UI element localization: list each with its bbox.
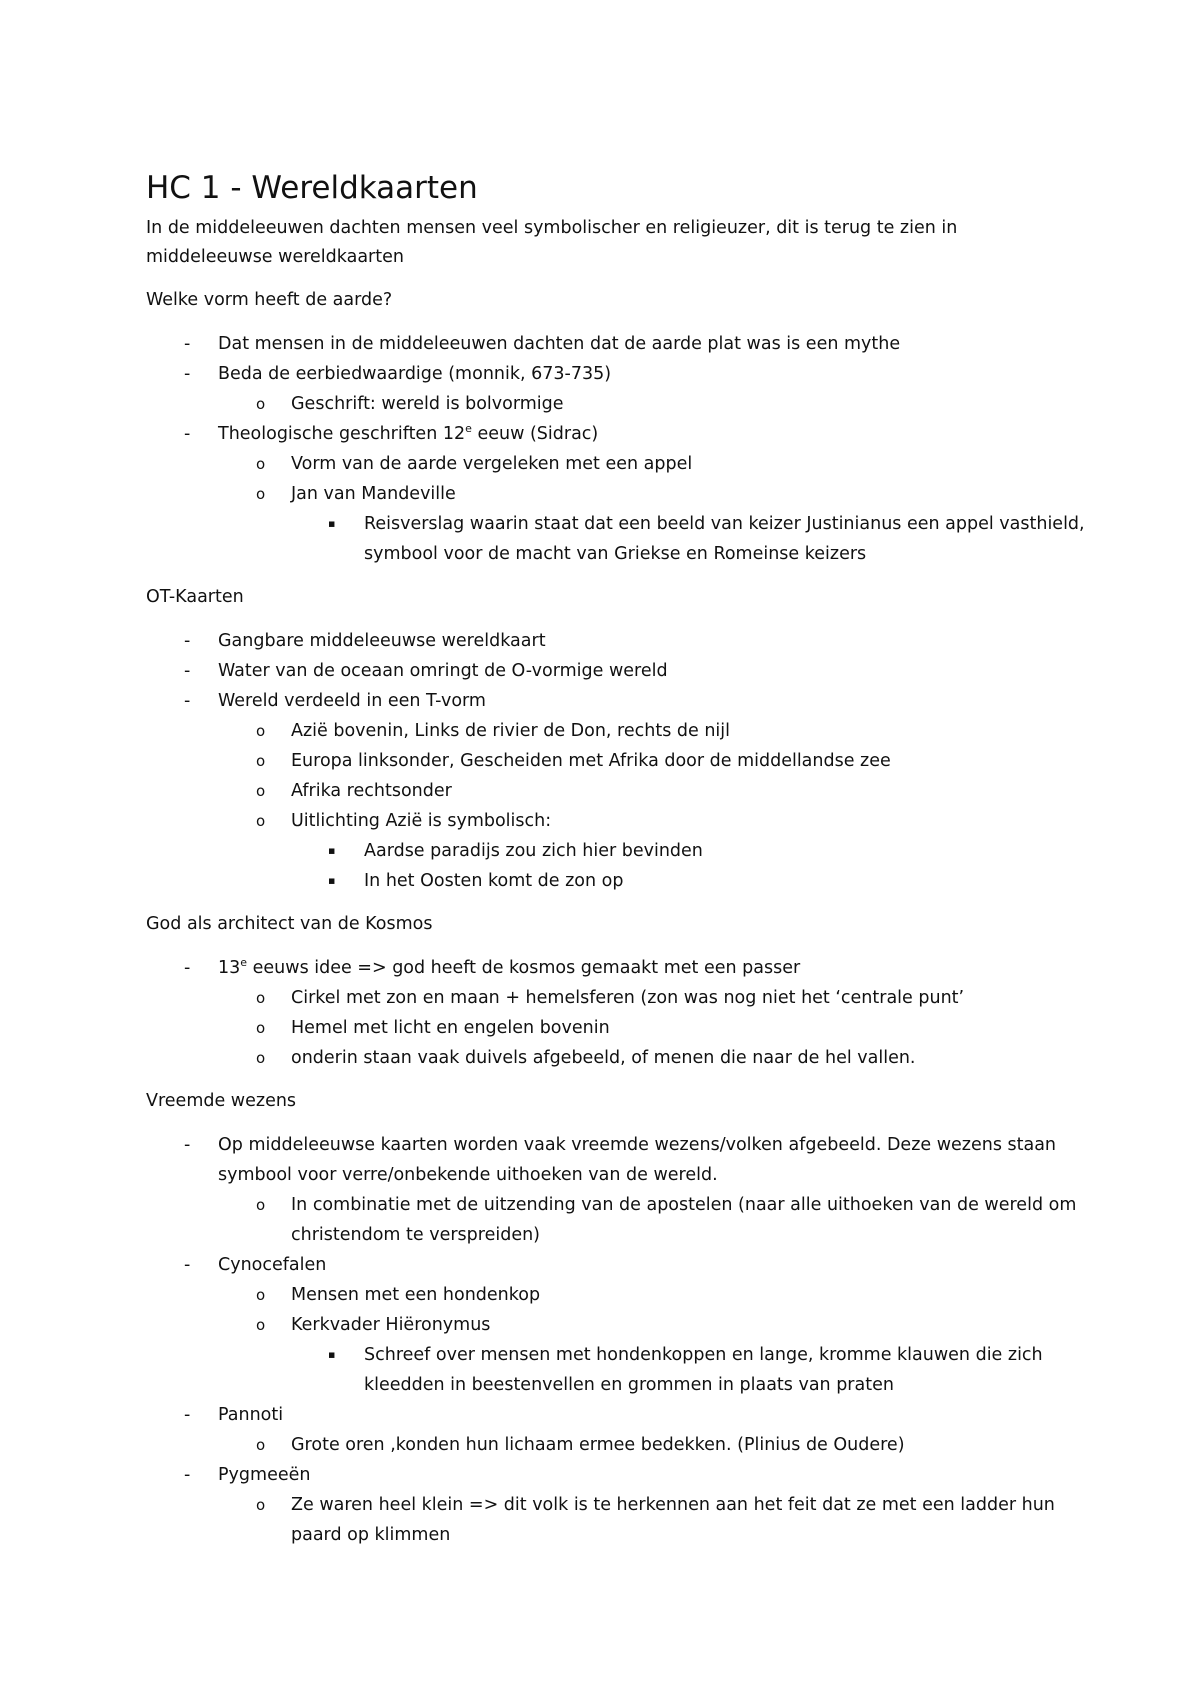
list-item: [146, 1490, 1086, 1550]
list-item: [146, 479, 1086, 509]
bullet-marker: o: [256, 722, 266, 740]
list-item: [146, 1250, 1086, 1280]
bullet-marker: o: [256, 1316, 266, 1334]
list-item-text: Cirkel met zon en maan + hemelsferen (zon was nog niet het ‘centrale punt’: [291, 988, 965, 1008]
bullet-marker: o: [256, 1436, 266, 1454]
bullet-list: [146, 1130, 1086, 1550]
sections-container: [146, 286, 1086, 1550]
bullet-list: [146, 626, 1086, 896]
list-item-text: Jan van Mandeville: [291, 484, 456, 504]
list-item-text: onderin staan vaak duivels afgebeeld, of menen die naar de hel vallen.: [291, 1048, 916, 1068]
list-item-text: Geschrift: wereld is bolvormige: [291, 394, 564, 414]
list-item: [146, 1013, 1086, 1043]
list-item: [146, 419, 1086, 449]
list-item: [146, 1310, 1086, 1340]
bullet-list: [146, 953, 1086, 1073]
document-body: [146, 168, 1086, 1564]
ordinal-superscript: e: [240, 956, 248, 970]
list-item-text: Wereld verdeeld in een T-vorm: [218, 691, 486, 711]
list-item-text: Gangbare middeleeuwse wereldkaart: [218, 631, 546, 651]
list-item: [146, 776, 1086, 806]
list-item: [146, 836, 1086, 866]
list-item-text: In het Oosten komt de zon op: [364, 871, 624, 891]
list-item-text: Azië bovenin, Links de rivier de Don, rechts de nijl: [291, 721, 730, 741]
list-item-text: Op middeleeuwse kaarten worden vaak vreemde wezens/volken afgebeeld. Deze wezens staan symbool voor verre/onbekende uithoeken van de wereld.: [218, 1135, 1057, 1185]
intro-paragraph: In de middeleeuwen dachten mensen veel symbolischer en religieuzer, dit is terug te zien in middeleeuwse wereldkaarten: [146, 218, 958, 267]
list-item-text: Ze waren heel klein => dit volk is te herkennen aan het feit dat ze met een ladder hun paard op klimmen: [291, 1495, 1055, 1545]
list-item-text: Reisverslag waarin staat dat een beeld van keizer Justinianus een appel vasthield, symbool voor de macht van Griekse en Romeinse keizers: [364, 514, 1085, 564]
list-item: [146, 449, 1086, 479]
bullet-marker: -: [184, 1465, 191, 1485]
page-title: HC 1 - Wereldkaarten: [146, 170, 478, 206]
bullet-marker: -: [184, 958, 191, 978]
bullet-marker: o: [256, 1019, 266, 1037]
list-item: [146, 1280, 1086, 1310]
bullet-marker: -: [184, 1135, 191, 1155]
list-item: [146, 1043, 1086, 1073]
bullet-marker: -: [184, 691, 191, 711]
bullet-marker: o: [256, 812, 266, 830]
list-item-text: Kerkvader Hiëronymus: [291, 1315, 491, 1335]
list-item-text: Theologische geschriften 12: [218, 424, 466, 444]
list-item: [146, 746, 1086, 776]
list-item-text: Afrika rechtsonder: [291, 781, 452, 801]
list-item-text: Water van de oceaan omringt de O-vormige wereld: [218, 661, 668, 681]
list-item-text: 13: [218, 958, 241, 978]
list-item: [146, 509, 1086, 569]
ordinal-superscript: e: [465, 422, 472, 436]
list-item-text: Uitlichting Azië is symbolisch:: [291, 811, 552, 831]
list-item: [146, 389, 1086, 419]
list-item-text: Cynocefalen: [218, 1255, 327, 1275]
bullet-marker: o: [256, 1496, 266, 1514]
section-heading: Vreemde wezens: [146, 1091, 297, 1111]
list-item-text: Vorm van de aarde vergeleken met een appel: [291, 454, 693, 474]
list-item-text: In combinatie met de uitzending van de apostelen (naar alle uithoeken van de wereld om christendom te verspreiden): [291, 1195, 1077, 1245]
bullet-marker: -: [184, 334, 191, 354]
section-heading: God als architect van de Kosmos: [146, 914, 433, 934]
list-item: [146, 716, 1086, 746]
list-item: [146, 1460, 1086, 1490]
bullet-marker: -: [184, 364, 191, 384]
list-item-text: Dat mensen in de middeleeuwen dachten dat de aarde plat was is een mythe: [218, 334, 901, 354]
bullet-marker: o: [256, 1196, 266, 1214]
list-item: [146, 953, 1086, 983]
list-item: [146, 686, 1086, 716]
list-item-text: Aardse paradijs zou zich hier bevinden: [364, 841, 703, 861]
bullet-marker: ▪: [328, 517, 336, 530]
bullet-marker: -: [184, 661, 191, 681]
bullet-marker: -: [184, 1405, 191, 1425]
list-item: [146, 1340, 1086, 1400]
list-item: [146, 1190, 1086, 1250]
bullet-marker: o: [256, 455, 266, 473]
bullet-marker: o: [256, 1049, 266, 1067]
list-item: [146, 359, 1086, 389]
list-item-text: Pygmeeën: [218, 1465, 311, 1485]
bullet-marker: o: [256, 752, 266, 770]
bullet-marker: o: [256, 782, 266, 800]
list-item: [146, 329, 1086, 359]
list-item: [146, 656, 1086, 686]
bullet-marker: o: [256, 485, 266, 503]
list-item-text: Pannoti: [218, 1405, 284, 1425]
bullet-marker: ▪: [328, 844, 336, 857]
bullet-marker: -: [184, 631, 191, 651]
bullet-marker: o: [256, 989, 266, 1007]
list-item-text: eeuws idee => god heeft de kosmos gemaakt met een passer: [247, 958, 801, 978]
list-item-text: Beda de eerbiedwaardige (monnik, 673-735): [218, 364, 612, 384]
list-item-text: Grote oren ,konden hun lichaam ermee bedekken. (Plinius de Oudere): [291, 1435, 905, 1455]
list-item: [146, 1430, 1086, 1460]
list-item-text: eeuw (Sidrac): [471, 424, 599, 444]
section-heading: OT-Kaarten: [146, 587, 244, 607]
list-item: [146, 983, 1086, 1013]
bullet-marker: -: [184, 1255, 191, 1275]
bullet-marker: ▪: [328, 874, 336, 887]
list-item-text: Hemel met licht en engelen bovenin: [291, 1018, 610, 1038]
bullet-marker: o: [256, 1286, 266, 1304]
bullet-marker: ▪: [328, 1348, 336, 1361]
list-item-text: Schreef over mensen met hondenkoppen en lange, kromme klauwen die zich kleedden in beestenvellen en grommen in plaats van praten: [364, 1345, 1043, 1395]
bullet-marker: o: [256, 395, 266, 413]
bullet-list: [146, 329, 1086, 569]
list-item-text: Mensen met een hondenkop: [291, 1285, 541, 1305]
section-heading: Welke vorm heeft de aarde?: [146, 290, 393, 310]
list-item: [146, 1130, 1086, 1190]
list-item: [146, 1400, 1086, 1430]
list-item-text: Europa linksonder, Gescheiden met Afrika door de middellandse zee: [291, 751, 891, 771]
list-item: [146, 626, 1086, 656]
list-item: [146, 806, 1086, 836]
list-item: [146, 866, 1086, 896]
bullet-marker: -: [184, 424, 191, 444]
